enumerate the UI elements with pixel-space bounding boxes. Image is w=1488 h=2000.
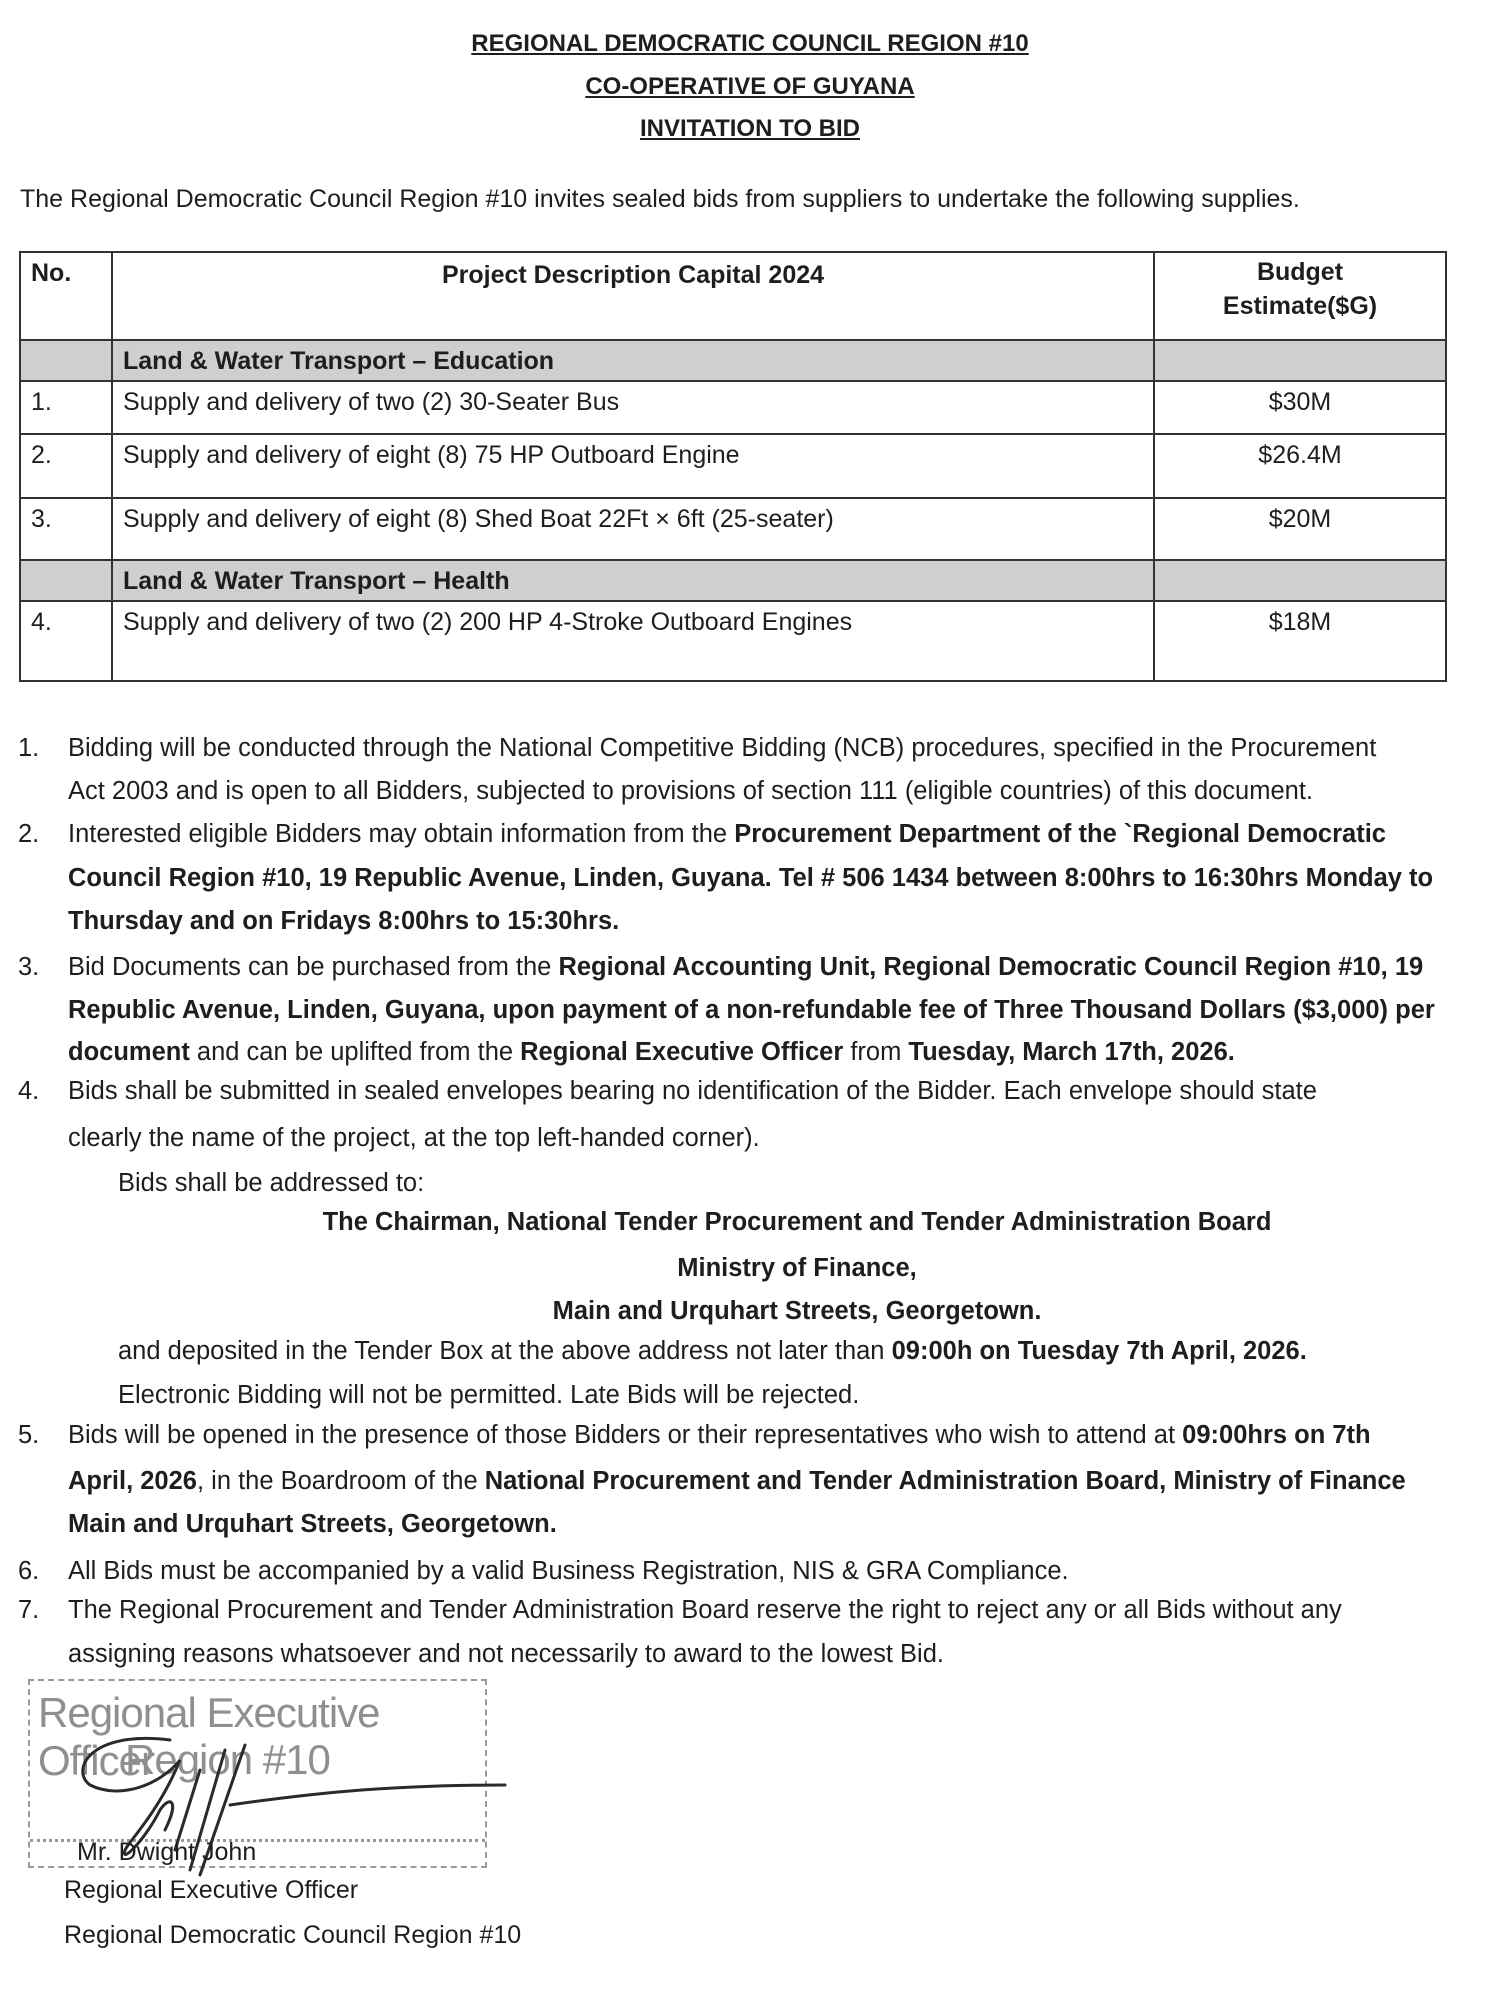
group-title: Land & Water Transport – Education — [112, 340, 1154, 381]
note-number: 4. — [18, 1077, 40, 1105]
header-description: Project Description Capital 2024 — [112, 252, 1154, 340]
row-description: Supply and delivery of eight (8) 75 HP Outboard Engine — [112, 434, 1154, 498]
note-text: Interested eligible Bidders may obtain information from the — [68, 820, 735, 848]
note-bold-text: Main and Urquhart Streets, Georgetown. — [68, 1510, 557, 1538]
row-no: 2. — [20, 434, 112, 498]
table-row — [20, 434, 1446, 498]
row-no: 1. — [20, 381, 112, 434]
heading-text: CO-OPERATIVE OF GUYANA — [585, 73, 915, 100]
note-number: 1. — [18, 734, 40, 762]
note-line — [18, 1418, 1371, 1452]
note-text: Electronic Bidding will not be permitted. Late Bids will be rejected. — [118, 1381, 860, 1409]
group-title: Land & Water Transport – Health — [112, 560, 1154, 601]
table-row — [20, 381, 1446, 434]
note-bold-text: 09:00hrs on 7th — [1182, 1421, 1371, 1449]
note-line — [18, 950, 1424, 984]
note-bold-text: National Procurement and Tender Administration Board, Ministry of Finance — [484, 1467, 1406, 1495]
row-budget: $26.4M — [1154, 434, 1446, 498]
row-budget: $20M — [1154, 498, 1446, 560]
note-line — [297, 1205, 1297, 1239]
note-bold-text: Ministry of Finance, — [677, 1254, 917, 1282]
note-text: The Regional Procurement and Tender Administration Board reserve the right to reject any or all Bids without any — [68, 1596, 1342, 1624]
note-text: , in the Boardroom of the — [196, 1467, 485, 1495]
note-line — [18, 1554, 1069, 1588]
header-budget-line1: Budget — [1256, 258, 1344, 286]
note-line — [68, 904, 619, 938]
note-text: Bid Documents can be purchased from the — [68, 953, 559, 981]
row-description: Supply and delivery of eight (8) Shed Boat 22Ft × 6ft (25-seater) — [112, 498, 1154, 560]
note-text: assigning reasons whatsoever and not necessarily to award to the lowest Bid. — [68, 1640, 944, 1668]
note-line — [18, 1593, 1342, 1627]
note-text: clearly the name of the project, at the top left-handed corner). — [68, 1124, 760, 1152]
note-text: All Bids must be accompanied by a valid Business Registration, NIS & GRA Compliance. — [68, 1557, 1069, 1585]
note-line — [118, 1378, 859, 1412]
row-budget: $30M — [1154, 381, 1446, 434]
heading-council — [0, 30, 1488, 58]
bid-items-table — [19, 251, 1447, 682]
note-line — [118, 1334, 1307, 1368]
note-text: Bids shall be addressed to: — [118, 1169, 425, 1197]
heading-text: INVITATION TO BID — [640, 115, 860, 142]
note-text: Bids shall be submitted in sealed envelopes bearing no identification of the Bidder. Each envelope should state — [68, 1077, 1317, 1105]
note-line — [68, 774, 1313, 808]
note-line — [118, 1166, 424, 1200]
intro-paragraph: The Regional Democratic Council Region #10 invites sealed bids from suppliers to undertake the following supplies. — [20, 185, 1300, 213]
table-row — [20, 601, 1446, 681]
row-description: Supply and delivery of two (2) 200 HP 4-Stroke Outboard Engines — [112, 601, 1154, 681]
row-budget: $18M — [1154, 601, 1446, 681]
note-bold-text: document — [68, 1038, 190, 1066]
note-line — [68, 993, 1435, 1027]
note-bold-text: April, 2026 — [68, 1467, 197, 1495]
note-text: and deposited in the Tender Box at the above address not later than — [118, 1337, 892, 1365]
note-bold-text: Tuesday, March 17th, 2026. — [908, 1038, 1235, 1066]
group-row — [20, 340, 1446, 381]
note-bold-text: Regional Executive Officer — [520, 1038, 844, 1066]
heading-cooperative — [0, 73, 1488, 101]
note-bold-text: The Chairman, National Tender Procurement and Tender Administration Board — [322, 1208, 1272, 1236]
note-line — [68, 861, 1433, 895]
row-description: Supply and delivery of two (2) 30-Seater Bus — [112, 381, 1154, 434]
note-number: 5. — [18, 1421, 40, 1449]
note-text: Act 2003 and is open to all Bidders, subjected to provisions of section 111 (eligible countries) of this document. — [68, 777, 1314, 805]
signatory-title: Regional Executive Officer — [64, 1876, 359, 1904]
note-text: Bidding will be conducted through the National Competitive Bidding (NCB) procedures, specified in the Procurement — [68, 734, 1377, 762]
note-bold-text: Council Region #10, 19 Republic Avenue, Linden, Guyana. Tel # 506 1434 between 8:00hrs to 16:30hrs Monday to — [68, 864, 1434, 892]
note-number: 6. — [18, 1557, 40, 1585]
note-line — [68, 1035, 1235, 1069]
heading-invitation — [0, 115, 1488, 143]
note-bold-text: Regional Accounting Unit, Regional Democratic Council Region #10, 19 — [558, 953, 1424, 981]
note-line — [297, 1294, 1297, 1328]
row-no: 3. — [20, 498, 112, 560]
note-bold-text: Thursday and on Fridays 8:00hrs to 15:30hrs. — [68, 907, 620, 935]
note-line — [297, 1251, 1297, 1285]
table-header-row — [20, 252, 1446, 340]
signatory-name: Mr. Dwight John — [77, 1838, 257, 1866]
table-row — [20, 498, 1446, 560]
note-bold-text: Republic Avenue, Linden, Guyana, upon payment of a non-refundable fee of Three Thousand Dollars ($3,000) per — [68, 996, 1435, 1024]
note-number: 3. — [18, 953, 40, 981]
note-number: 2. — [18, 820, 40, 848]
note-line — [68, 1637, 944, 1671]
note-line — [18, 731, 1377, 765]
note-text: and can be uplifted from the — [189, 1038, 521, 1066]
stamp-region: Region #10 — [125, 1736, 330, 1783]
note-bold-text: Main and Urquhart Streets, Georgetown. — [552, 1297, 1042, 1325]
note-bold-text: Procurement Department of the `Regional Democratic — [734, 820, 1386, 848]
row-no: 4. — [20, 601, 112, 681]
note-line — [68, 1464, 1406, 1498]
note-number: 7. — [18, 1596, 40, 1624]
note-line — [68, 1507, 557, 1541]
note-bold-text: 09:00h on Tuesday 7th April, 2026. — [891, 1337, 1307, 1365]
header-budget-line2: Estimate($G) — [1222, 292, 1378, 320]
header-budget — [1154, 252, 1446, 340]
note-text: from — [843, 1038, 909, 1066]
heading-text: REGIONAL DEMOCRATIC COUNCIL REGION #10 — [471, 30, 1029, 57]
header-no: No. — [20, 252, 112, 340]
stamp-title: Regional Executive Officer — [38, 1689, 380, 1784]
signatory-organization: Regional Democratic Council Region #10 — [64, 1921, 522, 1949]
note-line — [18, 1074, 1317, 1108]
note-text: Bids will be opened in the presence of those Bidders or their representatives who wish to attend at — [68, 1421, 1183, 1449]
group-row — [20, 560, 1446, 601]
note-line — [68, 1121, 760, 1155]
note-line — [18, 817, 1386, 851]
